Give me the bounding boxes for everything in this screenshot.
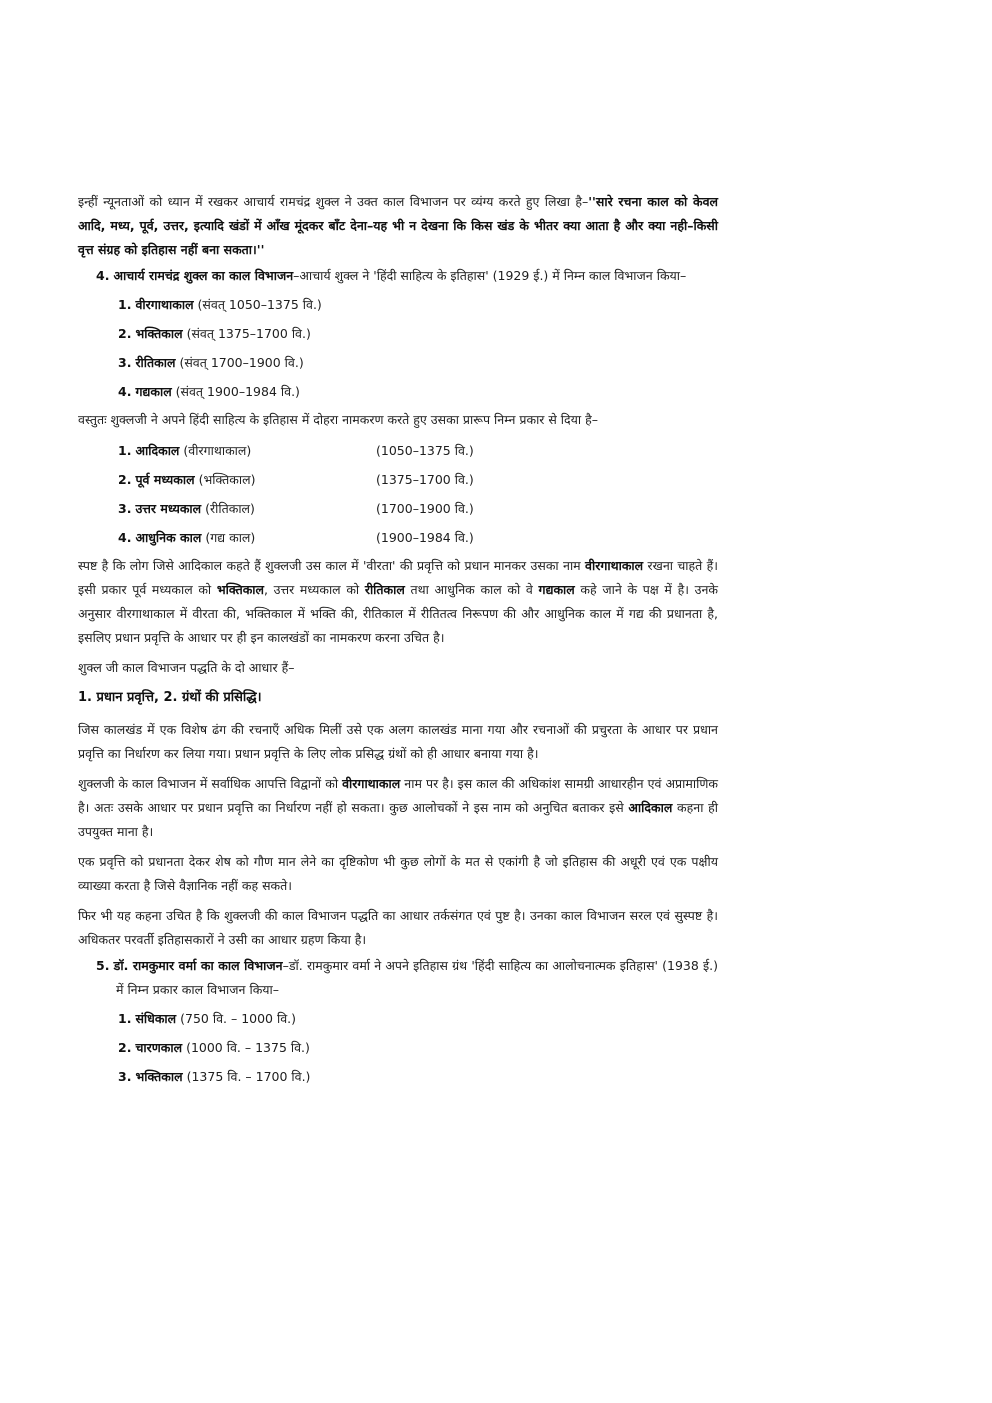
section-4-title: आचार्य रामचंद्र शुक्ल का काल विभाजन <box>113 268 294 283</box>
section-5-heading: 5. डॉ. रामकुमार वर्मा का काल विभाजन–डॉ. रामकुमार वर्मा ने अपने इतिहास ग्रंथ 'हिंदी साहित्य का आलोचनात्मक इतिहास' (1938 ई.) में निम्न प्रकार काल विभाजन किया– <box>96 958 718 997</box>
list-item: 3. रीतिकाल (संवत् 1700–1900 वि.) <box>118 355 304 370</box>
objection-paragraph: शुक्लजी के काल विभाजन में सर्वाधिक आपत्ति विद्वानों को वीरगाथाकाल नाम पर है। इस काल की अधिकांश सामग्री आधारहीन एवं अप्रामाणिक है। अतः उसके आधार पर प्रधान प्रवृत्ति का निर्धारण नहीं हो सकता। कुछ आलोचकों ने इस नाम को अनुचित बताकर इसे आदिकाल कहना ही उपयुक्त माना है। <box>78 776 718 839</box>
table-row: 1. आदिकाल (वीरगाथाकाल) (1050–1375 वि.) <box>118 443 474 458</box>
criticism-paragraph: एक प्रवृत्ति को प्रधानता देकर शेष को गौण मान लेने का दृष्टिकोण भी कुछ लोगों के मत से एकांगी है जो इतिहास की अधूरी एवं एक पक्षीय व्याख्या करता है जिसे वैज्ञानिक नहीं कह सकते। <box>78 854 718 893</box>
intro-paragraph: इन्हीं न्यूनताओं को ध्यान में रखकर आचार्य रामचंद्र शुक्ल ने उक्त काल विभाजन पर व्यंग्य करते हुए लिखा है–''सारे रचना काल को केवल आदि, मध्य, पूर्व, उत्तर, इत्यादि खंडों में आँख मूंदकर बाँट देना–यह भी न देखना कि किस खंड के भीतर क्या आता है और क्या नही–किसी वृत्त संग्रह को इतिहास नहीं बना सकता।'' <box>78 194 718 257</box>
dual-naming-intro: वस्तुतः शुक्लजी ने अपने हिंदी साहित्य के इतिहास में दोहरा नामकरण करते हुए उसका प्रारूप निम्न प्रकार से दिया है– <box>78 412 599 427</box>
table-row: 3. उत्तर मध्यकाल (रीतिकाल) (1700–1900 वि.) <box>118 501 474 516</box>
shukla-quote: ''सारे रचना काल को केवल आदि, मध्य, पूर्व, उत्तर, इत्यादि खंडों में आँख मूंदकर बाँट देना–यह भी न देखना कि किस खंड के भीतर क्या आता है और क्या नही–किसी वृत्त संग्रह को इतिहास नहीं बना सकता।'' <box>78 194 718 257</box>
list-item: 3. भक्तिकाल (1375 वि. – 1700 वि.) <box>118 1069 311 1084</box>
explanation-paragraph: स्पष्ट है कि लोग जिसे आदिकाल कहते हैं शुक्लजी उस काल में 'वीरता' की प्रवृत्ति को प्रधान मानकर उसका नाम वीरगाथाकाल रखना चाहते हैं। इसी प्रकार पूर्व मध्यकाल को भक्तिकाल, उत्तर मध्यकाल को रीतिकाल तथा आधुनिक काल को वे गद्यकाल कहे जाने के पक्ष में है। उनके अनुसार वीरगाथाकाल में वीरता की, भक्तिकाल में भक्ति की, रीतिकाल में रीतितत्व निरूपण की और आधुनिक काल में गद्य की प्रधानता है, इसलिए प्रधान प्रवृत्ति के आधार पर ही इन कालखंडों का नामकरण करना उचित है। <box>78 558 719 645</box>
table-row: 2. पूर्व मध्यकाल (भक्तिकाल) (1375–1700 वि.) <box>118 472 474 487</box>
list-item: 4. गद्यकाल (संवत् 1900–1984 वि.) <box>118 384 300 399</box>
list-item: 2. भक्तिकाल (संवत् 1375–1700 वि.) <box>118 326 311 341</box>
document-page <box>78 190 718 1093</box>
bases-intro: शुक्ल जी काल विभाजन पद्धति के दो आधार हैं– <box>78 660 295 675</box>
bases-subheading: 1. प्रधान प्रवृत्ति, 2. ग्रंथों की प्रसिद्धि। <box>78 690 262 705</box>
list-item: 2. चारणकाल (1000 वि. – 1375 वि.) <box>118 1040 310 1055</box>
table-row: 4. आधुनिक काल (गद्य काल) (1900–1984 वि.) <box>118 530 474 545</box>
verma-period-list <box>118 1004 718 1091</box>
section-4-heading: 4. आचार्य रामचंद्र शुक्ल का काल विभाजन–आचार्य शुक्ल ने 'हिंदी साहित्य के इतिहास' (1929 ई.) में निम्न काल विभाजन किया– <box>96 268 687 283</box>
dual-period-table <box>118 436 718 552</box>
list-item: 1. संधिकाल (750 वि. – 1000 वि.) <box>118 1011 297 1026</box>
conclusion-paragraph: फिर भी यह कहना उचित है कि शुक्लजी की काल विभाजन पद्धति का आधार तर्कसंगत एवं पुष्ट है। उनका काल विभाजन सरल एवं सुस्पष्ट है। अधिकतर परवर्ती इतिहासकारों ने उसी का आधार ग्रहण किया है। <box>78 908 718 947</box>
section-5-title: डॉ. रामकुमार वर्मा का काल विभाजन <box>113 958 283 973</box>
shukla-period-list <box>118 290 718 406</box>
list-item: 1. वीरगाथाकाल (संवत् 1050–1375 वि.) <box>118 297 322 312</box>
bases-paragraph: जिस कालखंड में एक विशेष ढंग की रचनाएँ अधिक मिलीं उसे एक अलग कालखंड माना गया और रचनाओं की प्रचुरता के आधार पर प्रधान प्रवृत्ति का निर्धारण कर लिया गया। प्रधान प्रवृत्ति के लिए लोक प्रसिद्ध ग्रंथों को ही आधार बनाया गया है। <box>78 722 718 761</box>
